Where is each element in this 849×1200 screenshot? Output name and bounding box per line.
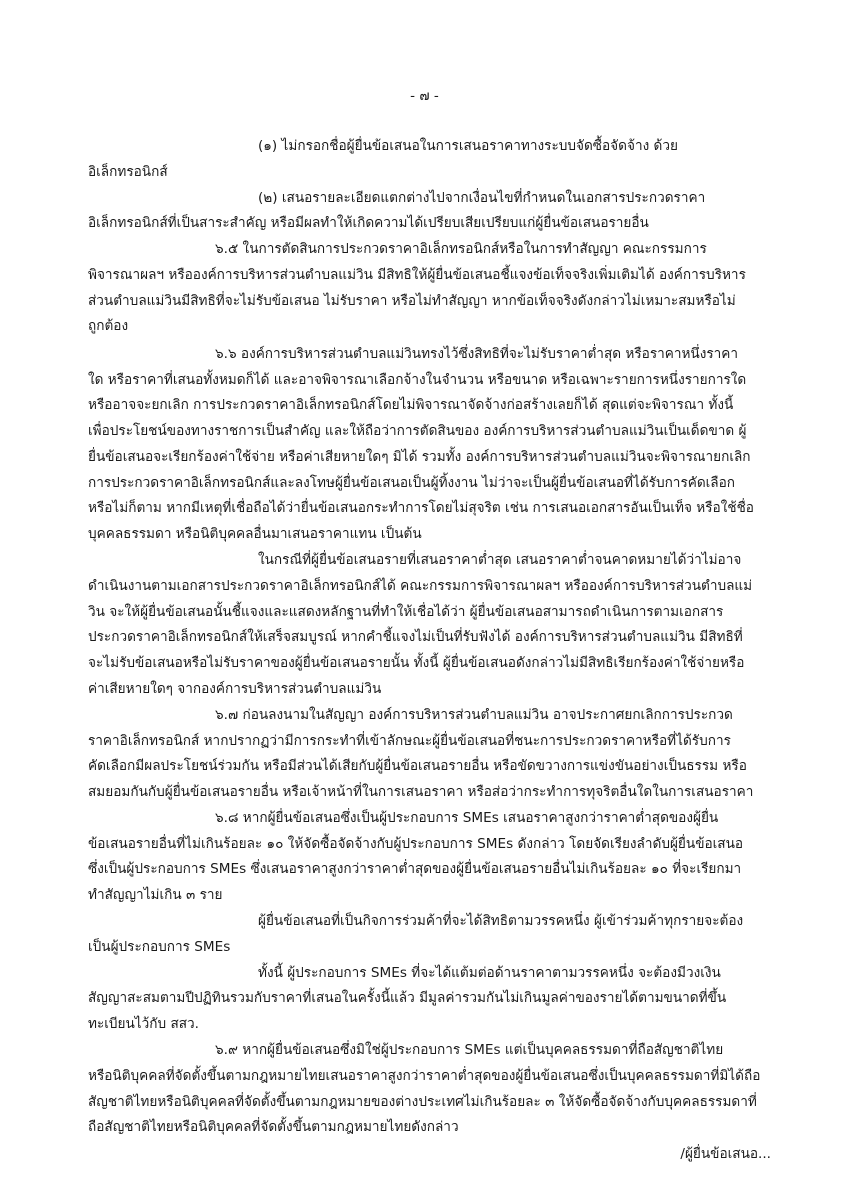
text-line: หรืออาจจะยกเลิก การประกวดราคาอิเล็กทรอนิกส์โดยไม่พิจารณาจัดจ้างก่อสร้างเลยก็ได้ สุดแต่จะพิจารณา ทั้งนี้ [88, 397, 734, 413]
text-line: ๖.๙ หากผู้ยื่นข้อเสนอซึ่งมิใช่ผู้ประกอบการ SMEs แต่เป็นบุคคลธรรมดาที่ถือสัญชาติไทย [215, 1042, 724, 1058]
text-line: ในกรณีที่ผู้ยื่นข้อเสนอรายที่เสนอราคาต่ำสุด เสนอราคาต่ำจนคาดหมายได้ว่าไม่อาจ [258, 552, 742, 568]
text-line: วิน จะให้ผู้ยื่นข้อเสนอนั้นชี้แจงและแสดงหลักฐานที่ทำให้เชื่อได้ว่า ผู้ยื่นข้อเสนอสามารถดำเนินการตามเอกสาร [88, 604, 724, 620]
text-line: ส่วนตำบลแม่วินมีสิทธิที่จะไม่รับข้อเสนอ ไม่รับราคา หรือไม่ทำสัญญา หากข้อเท็จจริงดังกล่าวไม่เหมาะสมหรือไม่ [88, 293, 736, 309]
text-line: ๖.๖ องค์การบริหารส่วนตำบลแม่วินทรงไว้ซึ่งสิทธิที่จะไม่รับราคาต่ำสุด หรือราคาหนึ่งราคา [215, 346, 739, 362]
text-line: ผู้ยื่นข้อเสนอที่เป็นกิจการร่วมค้าที่จะได้สิทธิตามวรรคหนึ่ง ผู้เข้าร่วมค้าทุกรายจะต้อง [258, 913, 744, 929]
text-line: ค่าเสียหายใดๆ จากองค์การบริหารส่วนตำบลแม่วิน [88, 681, 382, 697]
text-line: บุคคลธรรมดา หรือนิติบุคคลอื่นมาเสนอราคาแทน เป็นต้น [88, 526, 422, 542]
text-line: ดำเนินงานตามเอกสารประกวดราคาอิเล็กทรอนิกส์ได้ คณะกรรมการพิจารณาผลฯ หรือองค์การบริหารส่วนตำบลแม่ [88, 578, 753, 594]
text-line: ใด หรือราคาที่เสนอทั้งหมดก็ได้ และอาจพิจารณาเลือกจ้างในจำนวน หรือขนาด หรือเฉพาะรายการหนึ่งรายการใด [88, 372, 747, 388]
text-line: อิเล็กทรอนิกส์ [88, 164, 168, 180]
text-line: (๒) เสนอรายละเอียดแตกต่างไปจากเงื่อนไขที่กำหนดในเอกสารประกวดราคา [258, 190, 706, 206]
text-line: ๖.๘ หากผู้ยื่นข้อเสนอซึ่งเป็นผู้ประกอบการ SMEs เสนอราคาสูงกว่าราคาต่ำสุดของผู้ยื่น [215, 810, 719, 826]
text-line: คัดเลือกมีผลประโยชน์ร่วมกัน หรือมีส่วนได้เสียกับผู้ยื่นข้อเสนอรายอื่น หรือขัดขวางการแข่งขันอย่างเป็นธรรม หรือ [88, 758, 747, 774]
page-number: - ๗ - [410, 88, 439, 104]
text-line: ข้อเสนอรายอื่นที่ไม่เกินร้อยละ ๑๐ ให้จัดซื้อจัดจ้างกับผู้ประกอบการ SMEs ดังกล่าว โดยจัดเรียงลำดับผู้ยื่นข้อเสนอ [88, 836, 744, 852]
text-line: ทำสัญญาไม่เกิน ๓ ราย [88, 887, 223, 903]
text-line: ยื่นข้อเสนอจะเรียกร้องค่าใช้จ่าย หรือค่าเสียหายใดๆ มิได้ รวมทั้ง องค์การบริหารส่วนตำบลแม่วินจะพิจารณายกเลิก [88, 449, 751, 465]
text-line: ๖.๗ ก่อนลงนามในสัญญา องค์การบริหารส่วนตำบลแม่วิน อาจประกาศยกเลิกการประกวด [215, 707, 733, 723]
text-line: ซึ่งเป็นผู้ประกอบการ SMEs ซึ่งเสนอราคาสูงกว่าราคาต่ำสุดของผู้ยื่นข้อเสนอรายอื่นไม่เกินร้อยละ ๑๐ ที่จะเรียกมา [88, 861, 742, 877]
text-line: ทะเบียนไว้กับ สสว. [88, 1016, 199, 1032]
text-line: การประกวดราคาอิเล็กทรอนิกส์และลงโทษผู้ยื่นข้อเสนอเป็นผู้ทิ้งงาน ไม่ว่าจะเป็นผู้ยื่นข้อเสนอที่ได้รับการคัดเลือก [88, 475, 736, 491]
text-line: ถือสัญชาติไทยหรือนิติบุคคลที่จัดตั้งขึ้นตามกฎหมายไทยดังกล่าว [88, 1119, 459, 1135]
text-line: ถูกต้อง [88, 318, 129, 334]
text-line: ทั้งนี้ ผู้ประกอบการ SMEs ที่จะได้แต้มต่อด้านราคาตามวรรคหนึ่ง จะต้องมีวงเงิน [258, 965, 721, 981]
text-line: จะไม่รับข้อเสนอหรือไม่รับราคาของผู้ยื่นข้อเสนอรายนั้น ทั้งนี้ ผู้ยื่นข้อเสนอดังกล่าวไม่มีสิทธิเรียกร้องค่าใช้จ่ายหรือ [88, 655, 745, 671]
text-line: อิเล็กทรอนิกส์ที่เป็นสาระสำคัญ หรือมีผลทำให้เกิดความได้เปรียบเสียเปรียบแก่ผู้ยื่นข้อเสนอรายอื่น [88, 215, 649, 231]
text-line: หรือนิติบุคคลที่จัดตั้งขึ้นตามกฎหมายไทยเสนอราคาสูงกว่าราคาต่ำสุดของผู้ยื่นข้อเสนอซึ่งเป็นบุคคลธรรมดาที่มิได้ถือ [88, 1068, 761, 1084]
text-line: สมยอมกันกับผู้ยื่นข้อเสนอรายอื่น หรือเจ้าหน้าที่ในการเสนอราคา หรือส่อว่ากระทำการทุจริตอื่นใดในการเสนอราคา [88, 784, 754, 800]
text-line: ราคาอิเล็กทรอนิกส์ หากปรากฏว่ามีการกระทำที่เข้าลักษณะผู้ยื่นข้อเสนอที่ชนะการประกวดราคาหรือที่ได้รับการ [88, 733, 731, 749]
text-line: ประกวดราคาอิเล็กทรอนิกส์ให้เสร็จสมบูรณ์ หากคำชี้แจงไม่เป็นที่รับฟังได้ องค์การบริหารส่วนตำบลแม่วิน มีสิทธิที่ [88, 629, 743, 645]
text-line: (๑) ไม่กรอกชื่อผู้ยื่นข้อเสนอในการเสนอราคาทางระบบจัดซื้อจัดจ้าง ด้วย [258, 138, 678, 154]
continuation-note: /ผู้ยื่นข้อเสนอ... [680, 1146, 771, 1162]
text-line: เพื่อประโยชน์ของทางราชการเป็นสำคัญ และให้ถือว่าการตัดสินของ องค์การบริหารส่วนตำบลแม่วินเป็นเด็ดขาด ผู้ [88, 423, 747, 439]
text-line: หรือไม่ก็ตาม หากมีเหตุที่เชื่อถือได้ว่ายื่นข้อเสนอกระทำการโดยไม่สุจริต เช่น การเสนอเอกสารอันเป็นเท็จ หรือใช้ชื่อ [88, 500, 754, 516]
text-line: สัญญาสะสมตามปีปฏิทินรวมกับราคาที่เสนอในครั้งนี้แล้ว มีมูลค่ารวมกันไม่เกินมูลค่าของรายได้ตามขนาดที่ขึ้น [88, 990, 727, 1006]
text-line: สัญชาติไทยหรือนิติบุคคลที่จัดตั้งขึ้นตามกฎหมายของต่างประเทศไม่เกินร้อยละ ๓ ให้จัดซื้อจัดจ้างกับบุคคลธรรมดาที่ [88, 1094, 757, 1110]
text-line: ๖.๕ ในการตัดสินการประกวดราคาอิเล็กทรอนิกส์หรือในการทำสัญญา คณะกรรมการ [215, 241, 707, 257]
text-line: เป็นผู้ประกอบการ SMEs [88, 939, 231, 955]
text-line: พิจารณาผลฯ หรือองค์การบริหารส่วนตำบลแม่วิน มีสิทธิให้ผู้ยื่นข้อเสนอชี้แจงข้อเท็จจริงเพิ่มเติมได้ องค์การบริหาร [88, 267, 746, 283]
